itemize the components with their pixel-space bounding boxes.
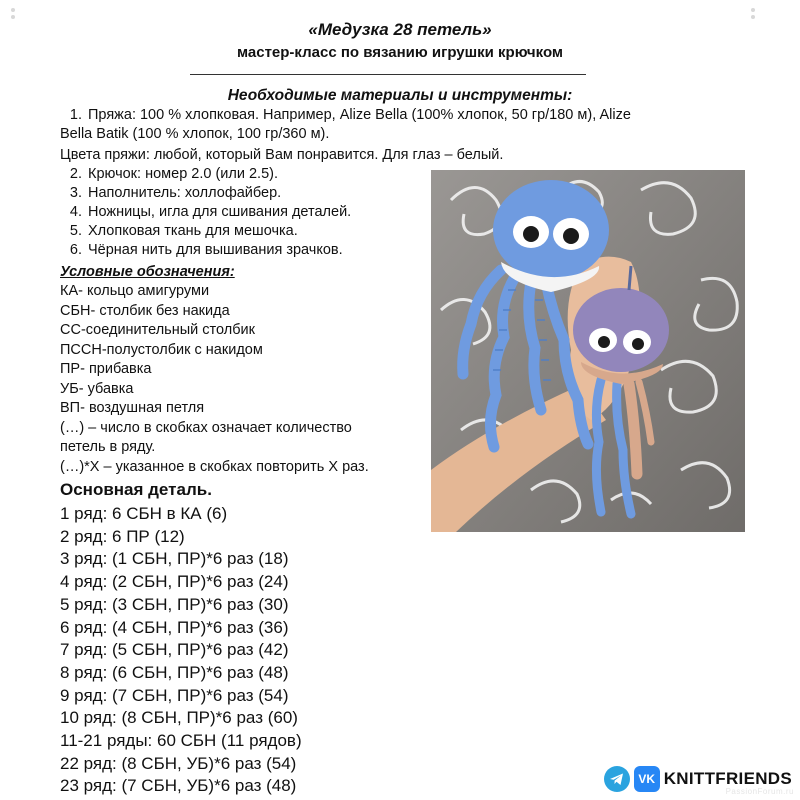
legend-line: СБН- столбик без накида: [60, 302, 230, 319]
pattern-rows: [60, 503, 302, 798]
legend-heading: Условные обозначения:: [60, 264, 235, 280]
pattern-row: 2 ряд: 6 ПР (12): [60, 526, 185, 546]
telegram-plane-glyph: [604, 766, 630, 792]
materials-item-3: 3. Наполнитель: холлофайбер.: [69, 185, 282, 201]
materials-item-2: 2. Крючок: номер 2.0 (или 2.5).: [69, 166, 279, 182]
legend-line: петель в ряду.: [60, 439, 156, 455]
yarn-colors-note: Цвета пряжи: любой, который Вам понравится. Для глаз – белый.: [60, 147, 504, 163]
legend-line: СС-соединительный столбик: [60, 322, 255, 338]
pattern-row: 11-21 ряды: 60 СБН (11 рядов): [60, 731, 302, 751]
pattern-row: 10 ряд: (8 СБН, ПР)*6 раз (60): [60, 708, 298, 728]
materials-item-4: 4. Ножницы, игла для сшивания деталей.: [69, 204, 352, 220]
jellyfish-illustration: [431, 170, 745, 532]
pattern-row: 22 ряд: (8 СБН, УБ)*6 раз (54): [60, 753, 297, 773]
materials-item-6: 6. Чёрная нить для вышивания зрачков.: [69, 242, 343, 258]
pattern-row: 3 ряд: (1 СБН, ПР)*6 раз (18): [60, 549, 289, 569]
legend-line: ПР- прибавка: [60, 361, 152, 377]
pattern-row: 23 ряд: (7 СБН, УБ)*6 раз (48): [60, 776, 297, 796]
site-watermark: PassionForum.ru: [725, 787, 794, 796]
pattern-row: 1 ряд: 6 СБН в КА (6): [60, 504, 228, 523]
materials-item-5: 5. Хлопковая ткань для мешочка.: [69, 223, 298, 239]
section-heading: Основная деталь.: [60, 480, 212, 499]
brand-name: KNITTFRIENDS: [663, 769, 792, 788]
pattern-row: 6 ряд: (4 СБН, ПР)*6 раз (36): [60, 617, 289, 637]
telegram-icon[interactable]: [604, 766, 630, 792]
pattern-row: 5 ряд: (3 СБН, ПР)*6 раз (30): [60, 594, 289, 614]
page-title: «Медузка 28 петель»: [308, 20, 492, 39]
legend-line: УБ- убавка: [60, 380, 134, 397]
materials-item-1-cont: Bella Batik (100 % хлопок, 100 гр/360 м).: [60, 126, 330, 142]
materials-item-1: 1. Пряжа: 100 % хлопковая. Например, Alize Bella (100% хлопок, 50 гр/180 м), Alize: [69, 107, 631, 123]
jellyfish-toys-photo: [431, 170, 745, 532]
pattern-row: 7 ряд: (5 СБН, ПР)*6 раз (42): [60, 640, 289, 660]
title-divider: [190, 74, 586, 75]
vk-icon[interactable]: VK: [634, 766, 660, 792]
legend-line: ПССН-полустолбик с накидом: [60, 341, 263, 358]
pattern-row: 4 ряд: (2 СБН, ПР)*6 раз (24): [60, 572, 289, 592]
pattern-row: 8 ряд: (6 СБН, ПР)*6 раз (48): [60, 662, 289, 682]
legend-line: КА- кольцо амигуруми: [60, 283, 210, 299]
materials-heading: Необходимые материалы и инструменты:: [227, 87, 573, 104]
pattern-row: 9 ряд: (7 СБН, ПР)*6 раз (54): [60, 685, 289, 705]
legend-line: ВП- воздушная петля: [60, 400, 205, 416]
legend-line: (…) – число в скобках означает количество: [60, 419, 352, 436]
legend-line: (…)*Х – указанное в скобках повторить Х раз.: [60, 458, 369, 475]
page-subtitle: мастер-класс по вязанию игрушки крючком: [236, 44, 564, 61]
